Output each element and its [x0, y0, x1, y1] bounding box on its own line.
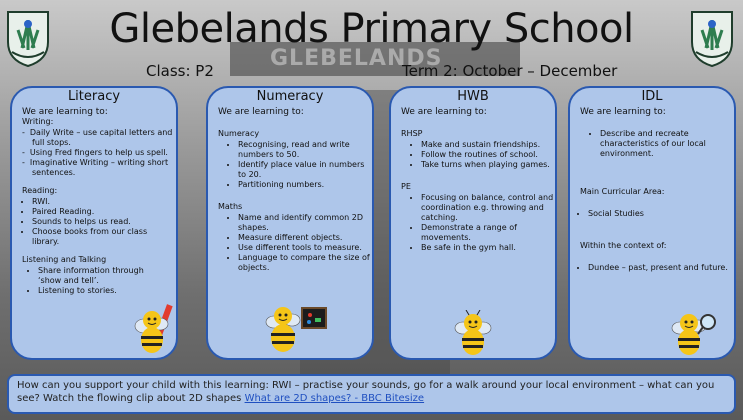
literacy-card [10, 86, 178, 360]
list-item: • Be safe in the gym hall. [421, 243, 555, 253]
literacy-reading-heading: Reading: [22, 186, 58, 195]
bee-waving-icon [451, 310, 497, 358]
numeracy-heading: Numeracy [218, 129, 260, 138]
list-item: • Choose books from our class library. [32, 227, 176, 247]
list-item: - Daily Write – use capital letters and full stops. [32, 128, 176, 148]
list-item: - Using Fred fingers to help us spell. [32, 148, 176, 158]
idl-title: IDL [641, 89, 663, 104]
numeracy-list [208, 140, 372, 190]
curricular-heading: Main Curricular Area: [580, 187, 665, 196]
page-title: Glebelands Primary School [109, 6, 634, 52]
literacy-writing-list [12, 128, 176, 178]
background-sign-text: GLEBELANDS [270, 46, 443, 71]
list-item: • Social Studies [588, 209, 734, 219]
rhsp-heading: RHSP [401, 129, 423, 138]
idl-card [568, 86, 736, 360]
idl-list-3 [570, 263, 734, 273]
idl-list-2 [570, 209, 734, 219]
numeracy-intro: We are learning to: [218, 107, 304, 117]
list-item: • Listening to stories. [38, 286, 158, 296]
literacy-intro: We are learning to: [22, 107, 108, 117]
bitesize-link[interactable]: What are 2D shapes? - BBC Bitesize [244, 393, 425, 404]
hwb-card [389, 86, 557, 360]
literacy-talking-heading: Listening and Talking [22, 255, 107, 264]
list-item: • Demonstrate a range of movements. [421, 223, 555, 243]
list-item: • Describe and recreate characteristics of our local environment. [600, 129, 734, 159]
list-item: • Measure different objects. [238, 233, 372, 243]
list-item: • Name and identify common 2D shapes. [238, 213, 372, 233]
hwb-intro: We are learning to: [401, 107, 487, 117]
list-item: • Identify place value in numbers to 20. [238, 160, 372, 180]
literacy-talking-list [12, 266, 158, 296]
literacy-writing-heading: Writing: [22, 117, 54, 126]
support-text: How can you support your child with this learning: RWI – practise your sounds, go for a walk around your local environment – what can you see? Watch the flowing clip about 2D shapes [17, 380, 715, 404]
pe-list [391, 193, 555, 253]
maths-heading: Maths [218, 202, 243, 211]
list-item: • Recognising, read and write numbers to 50. [238, 140, 372, 160]
list-item: • Partitioning numbers. [238, 180, 372, 190]
list-item: - Imaginative Writing – writing short sentences. [32, 158, 176, 178]
hwb-title: HWB [457, 89, 489, 104]
list-item: • Share information through ‘show and tell’. [38, 266, 158, 286]
list-item: • Make and sustain friendships. [421, 140, 555, 150]
numeracy-title: Numeracy [256, 89, 324, 104]
numeracy-card [206, 86, 374, 360]
term-label: Term 2: October – December [402, 62, 618, 80]
list-item: • Sounds to helps us read. [32, 217, 176, 227]
list-item: • Follow the routines of school. [421, 150, 555, 160]
idl-intro: We are learning to: [580, 107, 666, 117]
bee-with-pencil-icon [130, 302, 176, 356]
list-item: • RWI. [32, 197, 176, 207]
list-item: • Paired Reading. [32, 207, 176, 217]
pe-heading: PE [401, 182, 411, 191]
list-item: • Language to compare the size of objects. [238, 253, 372, 273]
idl-list-1 [570, 129, 734, 159]
literacy-title: Literacy [67, 89, 121, 104]
support-info-box [7, 374, 736, 414]
rhsp-list [391, 140, 555, 170]
class-label: Class: P2 [146, 62, 214, 80]
list-item: • Use different tools to measure. [238, 243, 372, 253]
literacy-reading-list [12, 197, 176, 247]
list-item: • Take turns when playing games. [421, 160, 555, 170]
context-heading: Within the context of: [580, 241, 667, 250]
bee-with-board-icon [260, 300, 330, 356]
bee-magnifier-icon [668, 310, 718, 358]
list-item: • Focusing on balance, control and coordination e.g. throwing and catching. [421, 193, 555, 223]
maths-list [208, 213, 372, 273]
list-item: • Dundee – past, present and future. [588, 263, 734, 273]
